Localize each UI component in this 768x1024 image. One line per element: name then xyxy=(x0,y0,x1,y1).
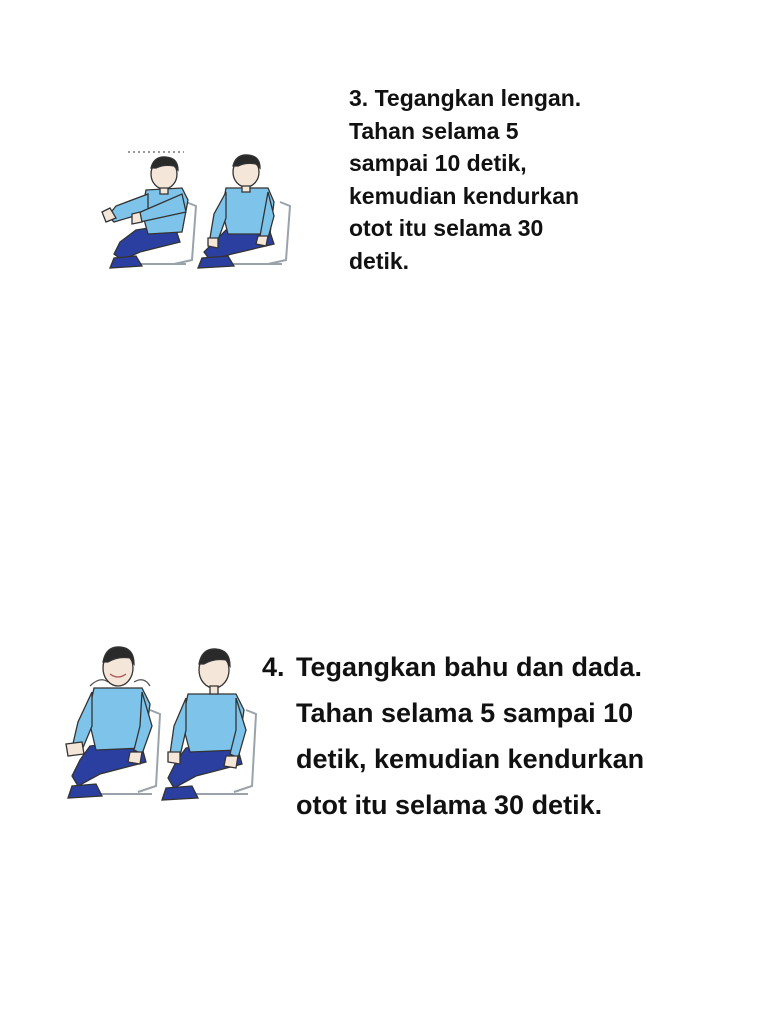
step-number: 4. xyxy=(262,652,285,682)
figure-tensed xyxy=(66,647,160,798)
step-4-instruction xyxy=(262,644,644,828)
step-number: 3. xyxy=(349,85,369,111)
instruction-line: otot itu selama 30 xyxy=(349,215,544,241)
instruction-line: 3. Tegangkan lengan. xyxy=(349,85,582,111)
figure-tensed xyxy=(102,157,196,268)
instruction-line: otot itu selama 30 detik. xyxy=(296,790,603,820)
instruction-line: detik. xyxy=(349,247,410,274)
instruction-line: Tahan selama 5 xyxy=(349,117,519,144)
figure-relaxed xyxy=(198,155,290,268)
instruction-line: sampai 10 detik, xyxy=(349,150,527,176)
instruction-line: Tahan selama 5 sampai 10 xyxy=(296,698,634,728)
instruction-line: kemudian kendurkan xyxy=(349,182,580,209)
shoulder-chest-tension-illustration xyxy=(60,636,260,804)
instruction-line: 4. Tegangkan bahu dan dada. xyxy=(262,644,644,690)
arm-tension-illustration xyxy=(96,142,296,274)
step-3-instruction xyxy=(349,82,581,277)
figure-relaxed xyxy=(162,649,256,800)
instruction-line: detik, kemudian kendurkan xyxy=(296,744,645,774)
